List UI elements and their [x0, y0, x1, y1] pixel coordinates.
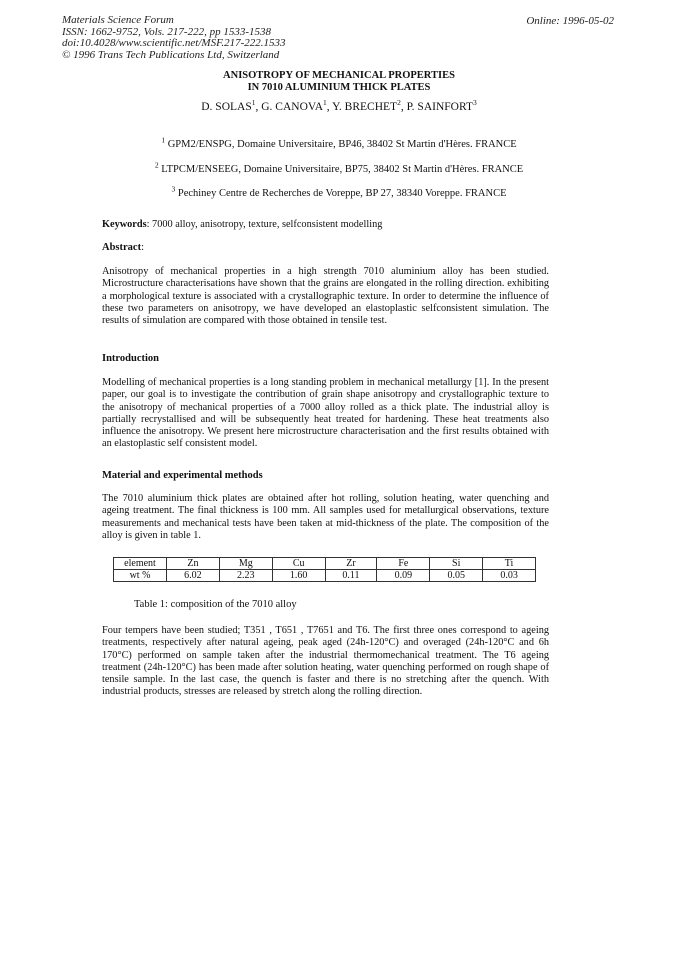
table-cell: Zn: [167, 558, 220, 570]
methods-text: The 7010 aluminium thick plates are obtained after hot rolling, solution heating, water quenching and ageing treatment. The final thickness is 100 mm. All samples used for metallurgical observations, texture measurements and mechanical tests have been taken at mid-thickness of the plate. The composition of the alloy is given in table 1.: [102, 493, 549, 541]
affil-mark: 1: [161, 135, 166, 145]
table-cell: Mg: [219, 558, 272, 570]
journal-header: [62, 15, 286, 61]
abstract-text: Anisotropy of mechanical properties in a high strength 7010 aluminium alloy has been studied. Microstructure characterisations have shown that the grains are elongated in the rolling direction. exhibiting a morphological texture is associated with a crystallographic texture. In order to determine the influence of these two parameters on anisotropy, we have developed an elastoplastic selfconsistent simulation. The results of simulation are compared with those obtained in tensile test.: [102, 266, 549, 327]
table-cell: 0.05: [430, 570, 483, 582]
author-name: G. CANOVA: [261, 101, 324, 113]
table-cell: 0.03: [483, 570, 536, 582]
abstract-body: [102, 266, 549, 327]
author-list: [0, 98, 678, 113]
introduction-heading: Introduction: [102, 353, 159, 364]
author-sep: ,: [400, 101, 407, 113]
author-affil-mark: 1: [251, 98, 256, 108]
composition-table: [113, 557, 536, 582]
affil-mark: 3: [171, 184, 176, 194]
issn-line: ISSN: 1662-9752, Vols. 217-222, pp 1533-1538: [62, 25, 271, 38]
affil-text: GPM2/ENSPG, Domaine Universitaire, BP46, 38402 St Martin d'Hères. FRANCE: [165, 139, 517, 150]
affiliation-2: [0, 160, 678, 175]
table-cell: Fe: [377, 558, 430, 570]
affil-text: LTPCM/ENSEEG, Domaine Universitaire, BP75, 38402 St Martin d'Hères. FRANCE: [158, 164, 524, 175]
online-date: Online: 1996-05-02: [526, 15, 614, 27]
table-cell: 6.02: [167, 570, 220, 582]
table-cell: 1.60: [272, 570, 325, 582]
author-sep: ,: [255, 101, 262, 113]
author-sep: ,: [326, 101, 333, 113]
table-cell: 0.11: [325, 570, 377, 582]
table-cell: Si: [430, 558, 483, 570]
author-name: P. SAINFORT: [406, 101, 473, 113]
author-name: Y. BRECHET: [332, 101, 398, 113]
introduction-body: [102, 377, 549, 451]
affil-mark: 2: [154, 160, 159, 170]
keywords-label: Keywords: [102, 219, 147, 230]
table-cell: Cu: [272, 558, 325, 570]
title-line-1: ANISOTROPY OF MECHANICAL PROPERTIES: [223, 70, 455, 81]
copyright-line: © 1996 Trans Tech Publications Ltd, Switzerland: [62, 48, 280, 61]
doi-link[interactable]: doi:10.4028/www.scientific.net/MSF.217-222.1533: [62, 37, 286, 50]
keywords-text: : 7000 alloy, anisotropy, texture, selfconsistent modelling: [146, 219, 383, 230]
author-name: D. SOLAS: [201, 101, 252, 113]
title-line-2: IN 7010 ALUMINIUM THICK PLATES: [247, 82, 431, 93]
methods-heading: Material and experimental methods: [102, 470, 263, 481]
tempers-body: [102, 625, 549, 699]
affiliation-1: [0, 135, 678, 150]
table-cell: 2.23: [219, 570, 272, 582]
table-cell: Ti: [483, 558, 536, 570]
abstract-label: Abstract: [102, 242, 142, 253]
table-cell: 0.09: [377, 570, 430, 582]
abstract-colon: :: [141, 242, 144, 253]
affiliation-3: [0, 184, 678, 199]
tempers-text: Four tempers have been studied; T351 , T651 , T7651 and T6. The first three ones correspond to ageing treatments, respectively after natural ageing, peak aged (24h-120°C) and overaged (24h-120°C and 6h 170°C) performed on sample taken after the industrial thermomechanical treatment. The T6 ageing treatment (24h-120°C) has been made after solution heating, water quenching performed on rough shape of tensile sample. In the last case, the quench is faster and there is no stretching after the quench. With industrial products, stresses are released by stretch along the rolling direction.: [102, 625, 549, 698]
table-cell: Zr: [325, 558, 377, 570]
methods-body: [102, 493, 549, 542]
author-affil-mark: 3: [472, 98, 477, 108]
table-value-row: [114, 570, 536, 582]
table-row-label: wt %: [114, 570, 167, 582]
table-caption: Table 1: composition of the 7010 alloy: [134, 599, 297, 610]
introduction-text: Modelling of mechanical properties is a long standing problem in mechanical metallurgy [1]. In the present paper, our goal is to investigate the contribution of grain shape anisotropy and crystallographic texture to the anisotropy of mechanical properties of a 7000 alloy rolled as a thick plate. The industrial alloy is partially recrystallised and will be subsequently heat treated for hardening. These heat treatments also influence the anisotropy. We present here microstructure characterisation and the first results obtained with an elastoplastic self consistent model.: [102, 377, 549, 450]
affil-text: Pechiney Centre de Recherches de Voreppe, BP 27, 38340 Voreppe. FRANCE: [175, 188, 507, 199]
journal-name: Materials Science Forum: [62, 14, 174, 26]
author-affil-mark: 1: [323, 98, 327, 108]
author-affil-mark: 2: [397, 98, 401, 108]
table-header-row: [114, 558, 536, 570]
table-row-label: element: [114, 558, 167, 570]
abstract-heading: [102, 242, 144, 253]
paper-title: [0, 70, 678, 94]
keywords: [102, 219, 549, 231]
